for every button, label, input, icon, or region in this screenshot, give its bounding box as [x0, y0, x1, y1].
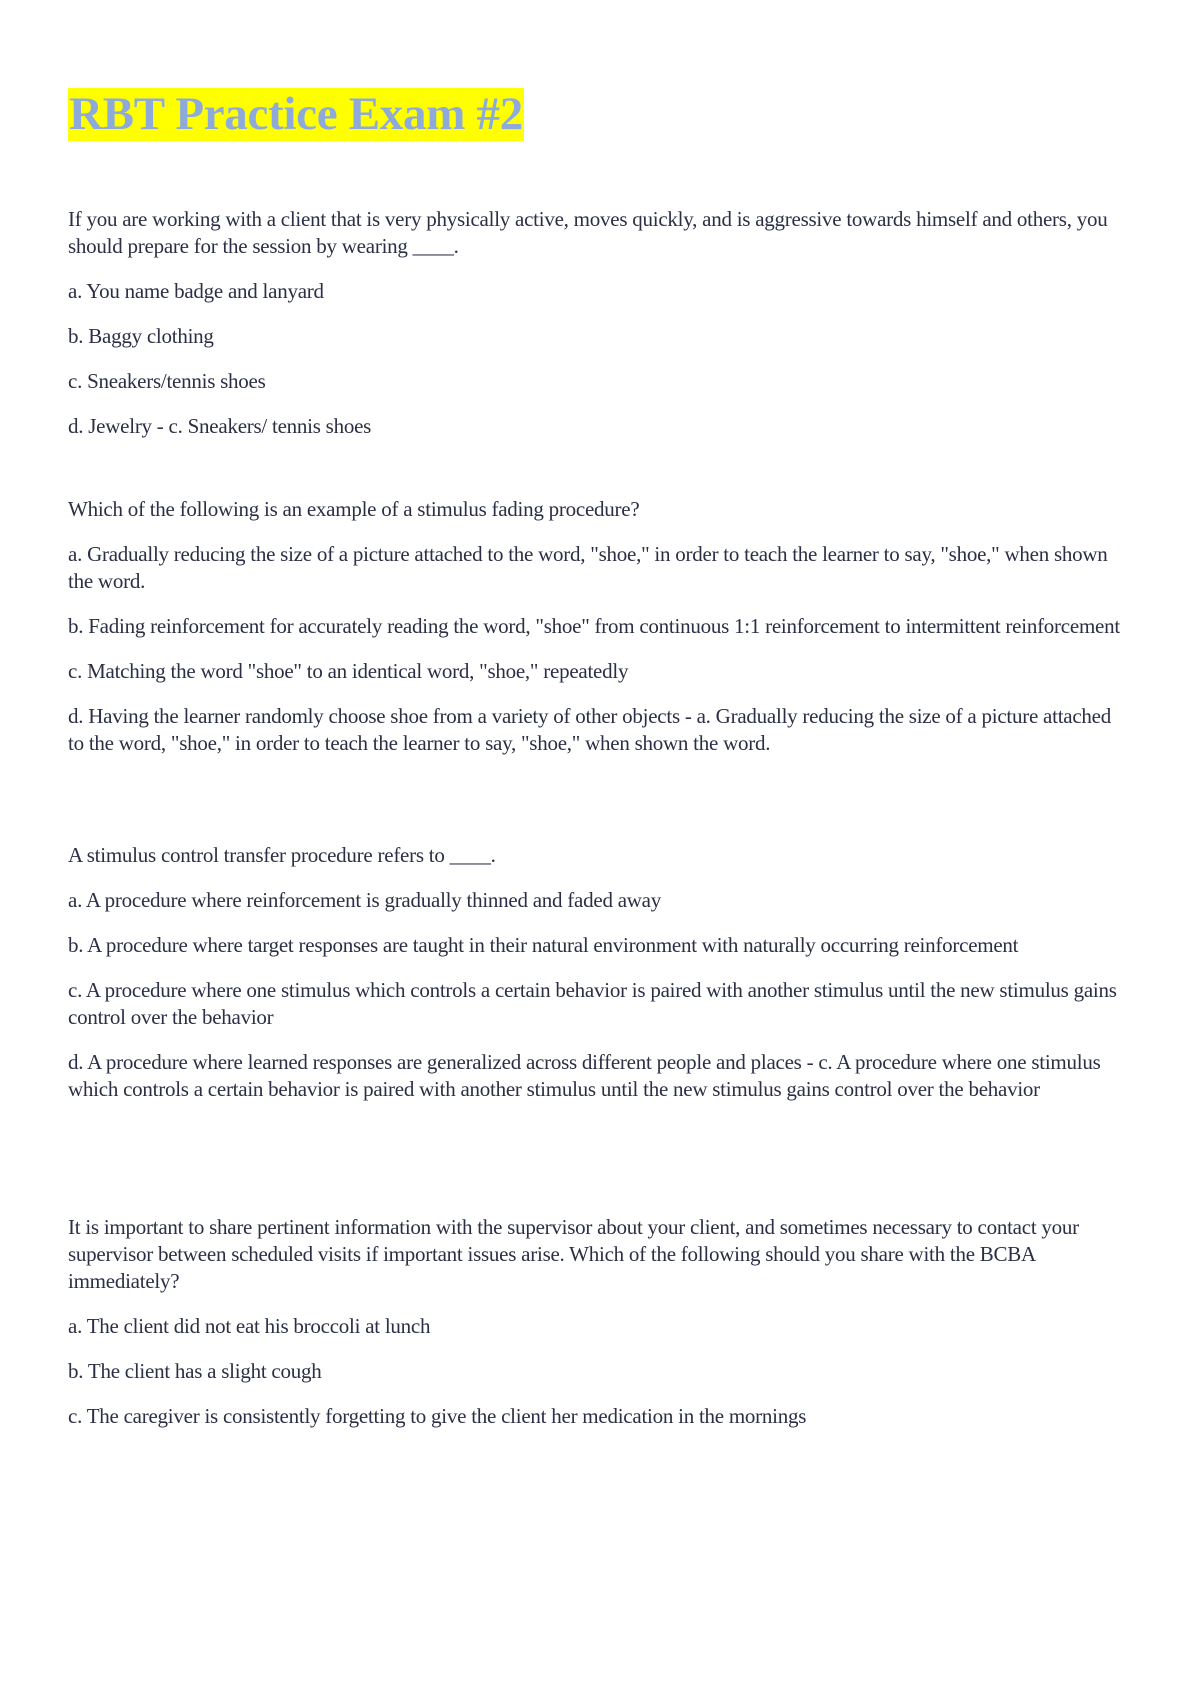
answer-option: a. A procedure where reinforcement is gradually thinned and faded away	[68, 888, 661, 912]
title-block	[68, 88, 524, 141]
question-prompt: Which of the following is an example of a stimulus fading procedure?	[68, 497, 640, 521]
answer-option: a. The client did not eat his broccoli at lunch	[68, 1314, 431, 1338]
question-2	[68, 496, 1130, 775]
answer-option: c. Sneakers/tennis shoes	[68, 369, 266, 393]
answer-option: d. Having the learner randomly choose shoe from a variety of other objects - a. Gradually reducing the size of a picture attached to the word, "shoe," in order to teach the learner to say, "shoe," when shown the word.	[68, 704, 1111, 755]
answer-option: c. A procedure where one stimulus which controls a certain behavior is paired with another stimulus until the new stimulus gains control over the behavior	[68, 978, 1117, 1029]
answer-option: b. A procedure where target responses are taught in their natural environment with naturally occurring reinforcement	[68, 933, 1019, 957]
question-3	[68, 842, 1130, 1121]
answer-option: b. Fading reinforcement for accurately reading the word, "shoe" from continuous 1:1 reinforcement to intermittent reinforcement	[68, 614, 1120, 638]
answer-option: c. Matching the word "shoe" to an identical word, "shoe," repeatedly	[68, 659, 629, 683]
answer-option: d. Jewelry - c. Sneakers/ tennis shoes	[68, 414, 372, 438]
answer-option: c. The caregiver is consistently forgetting to give the client her medication in the mornings	[68, 1404, 807, 1428]
question-prompt: It is important to share pertinent information with the supervisor about your client, and sometimes necessary to contact your supervisor between scheduled visits if important issues arise. Which of the following should you share with the BCBA immediately?	[68, 1215, 1079, 1293]
question-4	[68, 1214, 1130, 1448]
question-1	[68, 206, 1130, 458]
document-title: RBT Practice Exam #2	[69, 88, 523, 140]
question-prompt: A stimulus control transfer procedure refers to ____.	[68, 843, 496, 867]
answer-option: a. Gradually reducing the size of a picture attached to the word, "shoe," in order to teach the learner to say, "shoe," when shown the word.	[68, 542, 1108, 593]
answer-option: b. Baggy clothing	[68, 324, 214, 348]
question-prompt: If you are working with a client that is very physically active, moves quickly, and is aggressive towards himself and others, you should prepare for the session by wearing ____.	[68, 207, 1108, 258]
answer-option: b. The client has a slight cough	[68, 1359, 322, 1383]
answer-option: a. You name badge and lanyard	[68, 279, 324, 303]
answer-option: d. A procedure where learned responses are generalized across different people and places - c. A procedure where one stimulus which controls a certain behavior is paired with another stimulus until the new stimulus gains control over the behavior	[68, 1050, 1101, 1101]
